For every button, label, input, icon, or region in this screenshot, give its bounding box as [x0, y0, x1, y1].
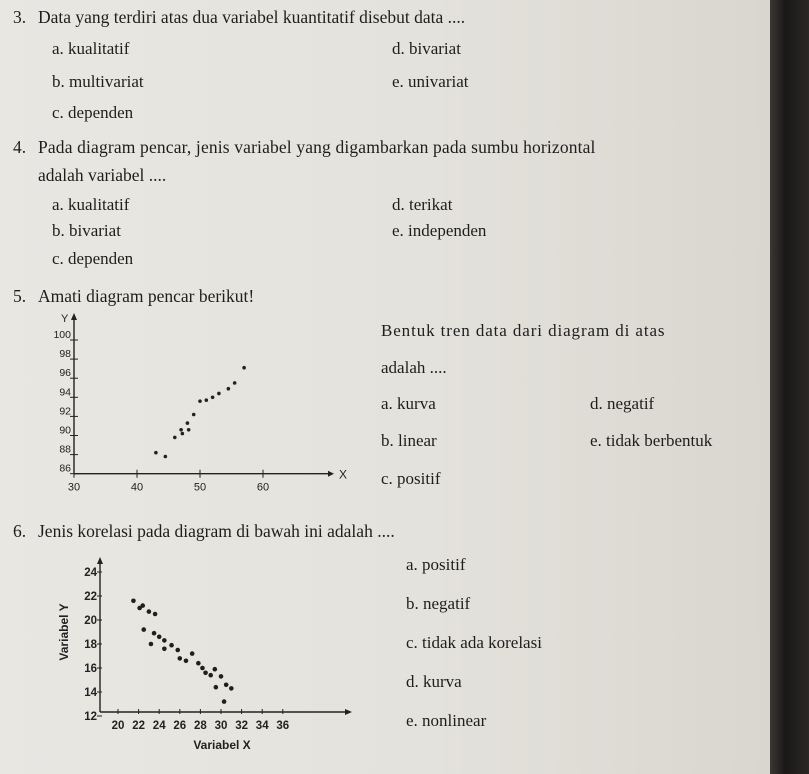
- q5-option-e[interactable]: e. tidak berbentuk: [590, 431, 713, 450]
- data-point: [187, 428, 191, 432]
- data-point: [229, 686, 234, 691]
- x-tick-label: 40: [130, 481, 144, 494]
- q4-option-b[interactable]: b. bivariat: [52, 221, 121, 240]
- book-spine-shadow: [770, 0, 809, 774]
- q6-option-d[interactable]: d. kurva: [406, 672, 462, 691]
- y-tick-label: 94: [59, 386, 71, 399]
- data-point: [141, 627, 146, 632]
- q6-option-c[interactable]: c. tidak ada korelasi: [406, 633, 542, 652]
- x-tick-label: 32: [235, 720, 248, 732]
- q5-option-d[interactable]: d. negatif: [590, 394, 655, 413]
- q3-option-d[interactable]: d. bivariat: [392, 39, 461, 58]
- q5-question-line2: adalah ....: [381, 358, 447, 377]
- y-tick-label: 24: [84, 567, 97, 579]
- data-point: [184, 659, 189, 664]
- y-axis-arrow: [71, 313, 77, 320]
- y-tick-label: 20: [84, 615, 97, 627]
- data-point: [214, 685, 219, 690]
- data-point: [164, 455, 168, 459]
- y-tick-label: 16: [84, 663, 97, 675]
- data-point: [181, 432, 185, 436]
- data-point: [198, 399, 202, 403]
- data-point: [152, 631, 157, 636]
- data-point: [162, 638, 167, 643]
- q4-option-a[interactable]: a. kualitatif: [52, 195, 130, 214]
- data-point: [173, 436, 177, 440]
- q6-option-a[interactable]: a. positif: [406, 555, 466, 574]
- y-tick-label: 22: [84, 591, 97, 603]
- y-tick-label: 96: [59, 367, 71, 380]
- q5-option-b[interactable]: b. linear: [381, 431, 437, 450]
- x-axis-label: Variabel X: [193, 738, 251, 752]
- q6-question: Jenis korelasi pada diagram di bawah ini adalah ....: [38, 521, 395, 541]
- data-point: [157, 635, 162, 640]
- data-point: [233, 381, 237, 385]
- data-point: [219, 674, 224, 679]
- data-point: [153, 612, 158, 617]
- x-axis-label: X: [339, 467, 348, 482]
- data-point: [217, 392, 221, 396]
- x-tick-label: 24: [152, 720, 166, 732]
- data-point: [200, 666, 205, 671]
- q3-option-c[interactable]: c. dependen: [52, 103, 134, 122]
- y-axis-label: Y: [61, 313, 69, 325]
- x-tick-label: 26: [173, 720, 187, 732]
- q5-number: 5.: [13, 286, 27, 306]
- q3-option-b[interactable]: b. multivariat: [52, 72, 144, 91]
- scatter-chart-1: [38, 306, 358, 502]
- data-point: [178, 656, 183, 661]
- q5-question-line1: Bentuk tren data dari diagram di atas: [381, 321, 666, 340]
- y-tick-label: 18: [84, 639, 97, 651]
- x-tick-label: 60: [256, 481, 270, 494]
- data-point: [186, 421, 190, 425]
- x-axis-arrow: [328, 471, 334, 477]
- data-point: [179, 428, 183, 432]
- y-tick-label: 98: [59, 348, 71, 361]
- q5-option-c[interactable]: c. positif: [381, 469, 441, 488]
- x-tick-label: 30: [67, 481, 81, 494]
- y-tick-label: 90: [59, 424, 71, 437]
- data-point: [149, 642, 154, 647]
- x-tick-label: 30: [214, 720, 228, 732]
- q5-option-a[interactable]: a. kurva: [381, 394, 436, 413]
- q4-option-e[interactable]: e. independen: [392, 221, 487, 240]
- data-point: [224, 683, 229, 688]
- scatter-chart-2: [52, 552, 362, 762]
- data-point: [196, 661, 201, 666]
- data-point: [175, 648, 180, 653]
- data-point: [213, 667, 218, 672]
- y-tick-label: 100: [53, 329, 71, 341]
- data-point: [211, 396, 215, 400]
- q4-option-c[interactable]: c. dependen: [52, 249, 134, 268]
- data-point: [147, 609, 152, 614]
- y-axis-arrow: [97, 557, 103, 564]
- y-axis-label: Variabel Y: [57, 603, 71, 661]
- q6-option-b[interactable]: b. negatif: [406, 594, 471, 613]
- data-point: [227, 387, 231, 391]
- data-point: [192, 413, 196, 417]
- y-tick-label: 88: [59, 443, 71, 456]
- y-tick-label: 92: [59, 405, 71, 418]
- data-point: [205, 398, 209, 402]
- x-tick-label: 28: [194, 720, 207, 732]
- x-tick-label: 34: [255, 720, 269, 732]
- data-point: [140, 603, 145, 608]
- data-point: [169, 643, 174, 648]
- q4-option-d[interactable]: d. terikat: [392, 195, 453, 214]
- q3-question: Data yang terdiri atas dua variabel kuantitatif disebut data ....: [38, 7, 466, 27]
- data-point: [242, 366, 246, 370]
- q5-instruction: Amati diagram pencar berikut!: [38, 286, 255, 306]
- y-tick-label: 14: [84, 687, 97, 699]
- x-tick-label: 50: [193, 481, 207, 494]
- x-tick-label: 22: [132, 720, 145, 732]
- x-axis-arrow: [345, 709, 352, 715]
- x-tick-label: 36: [276, 720, 290, 732]
- q4-number: 4.: [13, 137, 27, 157]
- x-tick-label: 20: [111, 720, 125, 732]
- data-point: [208, 673, 213, 678]
- q4-question-line2: adalah variabel ....: [38, 165, 167, 185]
- y-tick-label: 12: [84, 711, 97, 723]
- q6-number: 6.: [13, 521, 27, 541]
- q3-number: 3.: [13, 7, 27, 27]
- data-point: [222, 699, 227, 704]
- y-tick-label: 86: [59, 462, 71, 475]
- q3-option-a[interactable]: a. kualitatif: [52, 39, 130, 58]
- data-point: [162, 647, 167, 652]
- data-point: [131, 599, 136, 604]
- data-point: [154, 451, 158, 455]
- data-point: [190, 651, 195, 656]
- data-point: [203, 671, 208, 676]
- q4-question-line1: Pada diagram pencar, jenis variabel yang digambarkan pada sumbu horizontal: [38, 137, 596, 157]
- q6-option-e[interactable]: e. nonlinear: [406, 711, 487, 730]
- q3-option-e[interactable]: e. univariat: [392, 72, 469, 91]
